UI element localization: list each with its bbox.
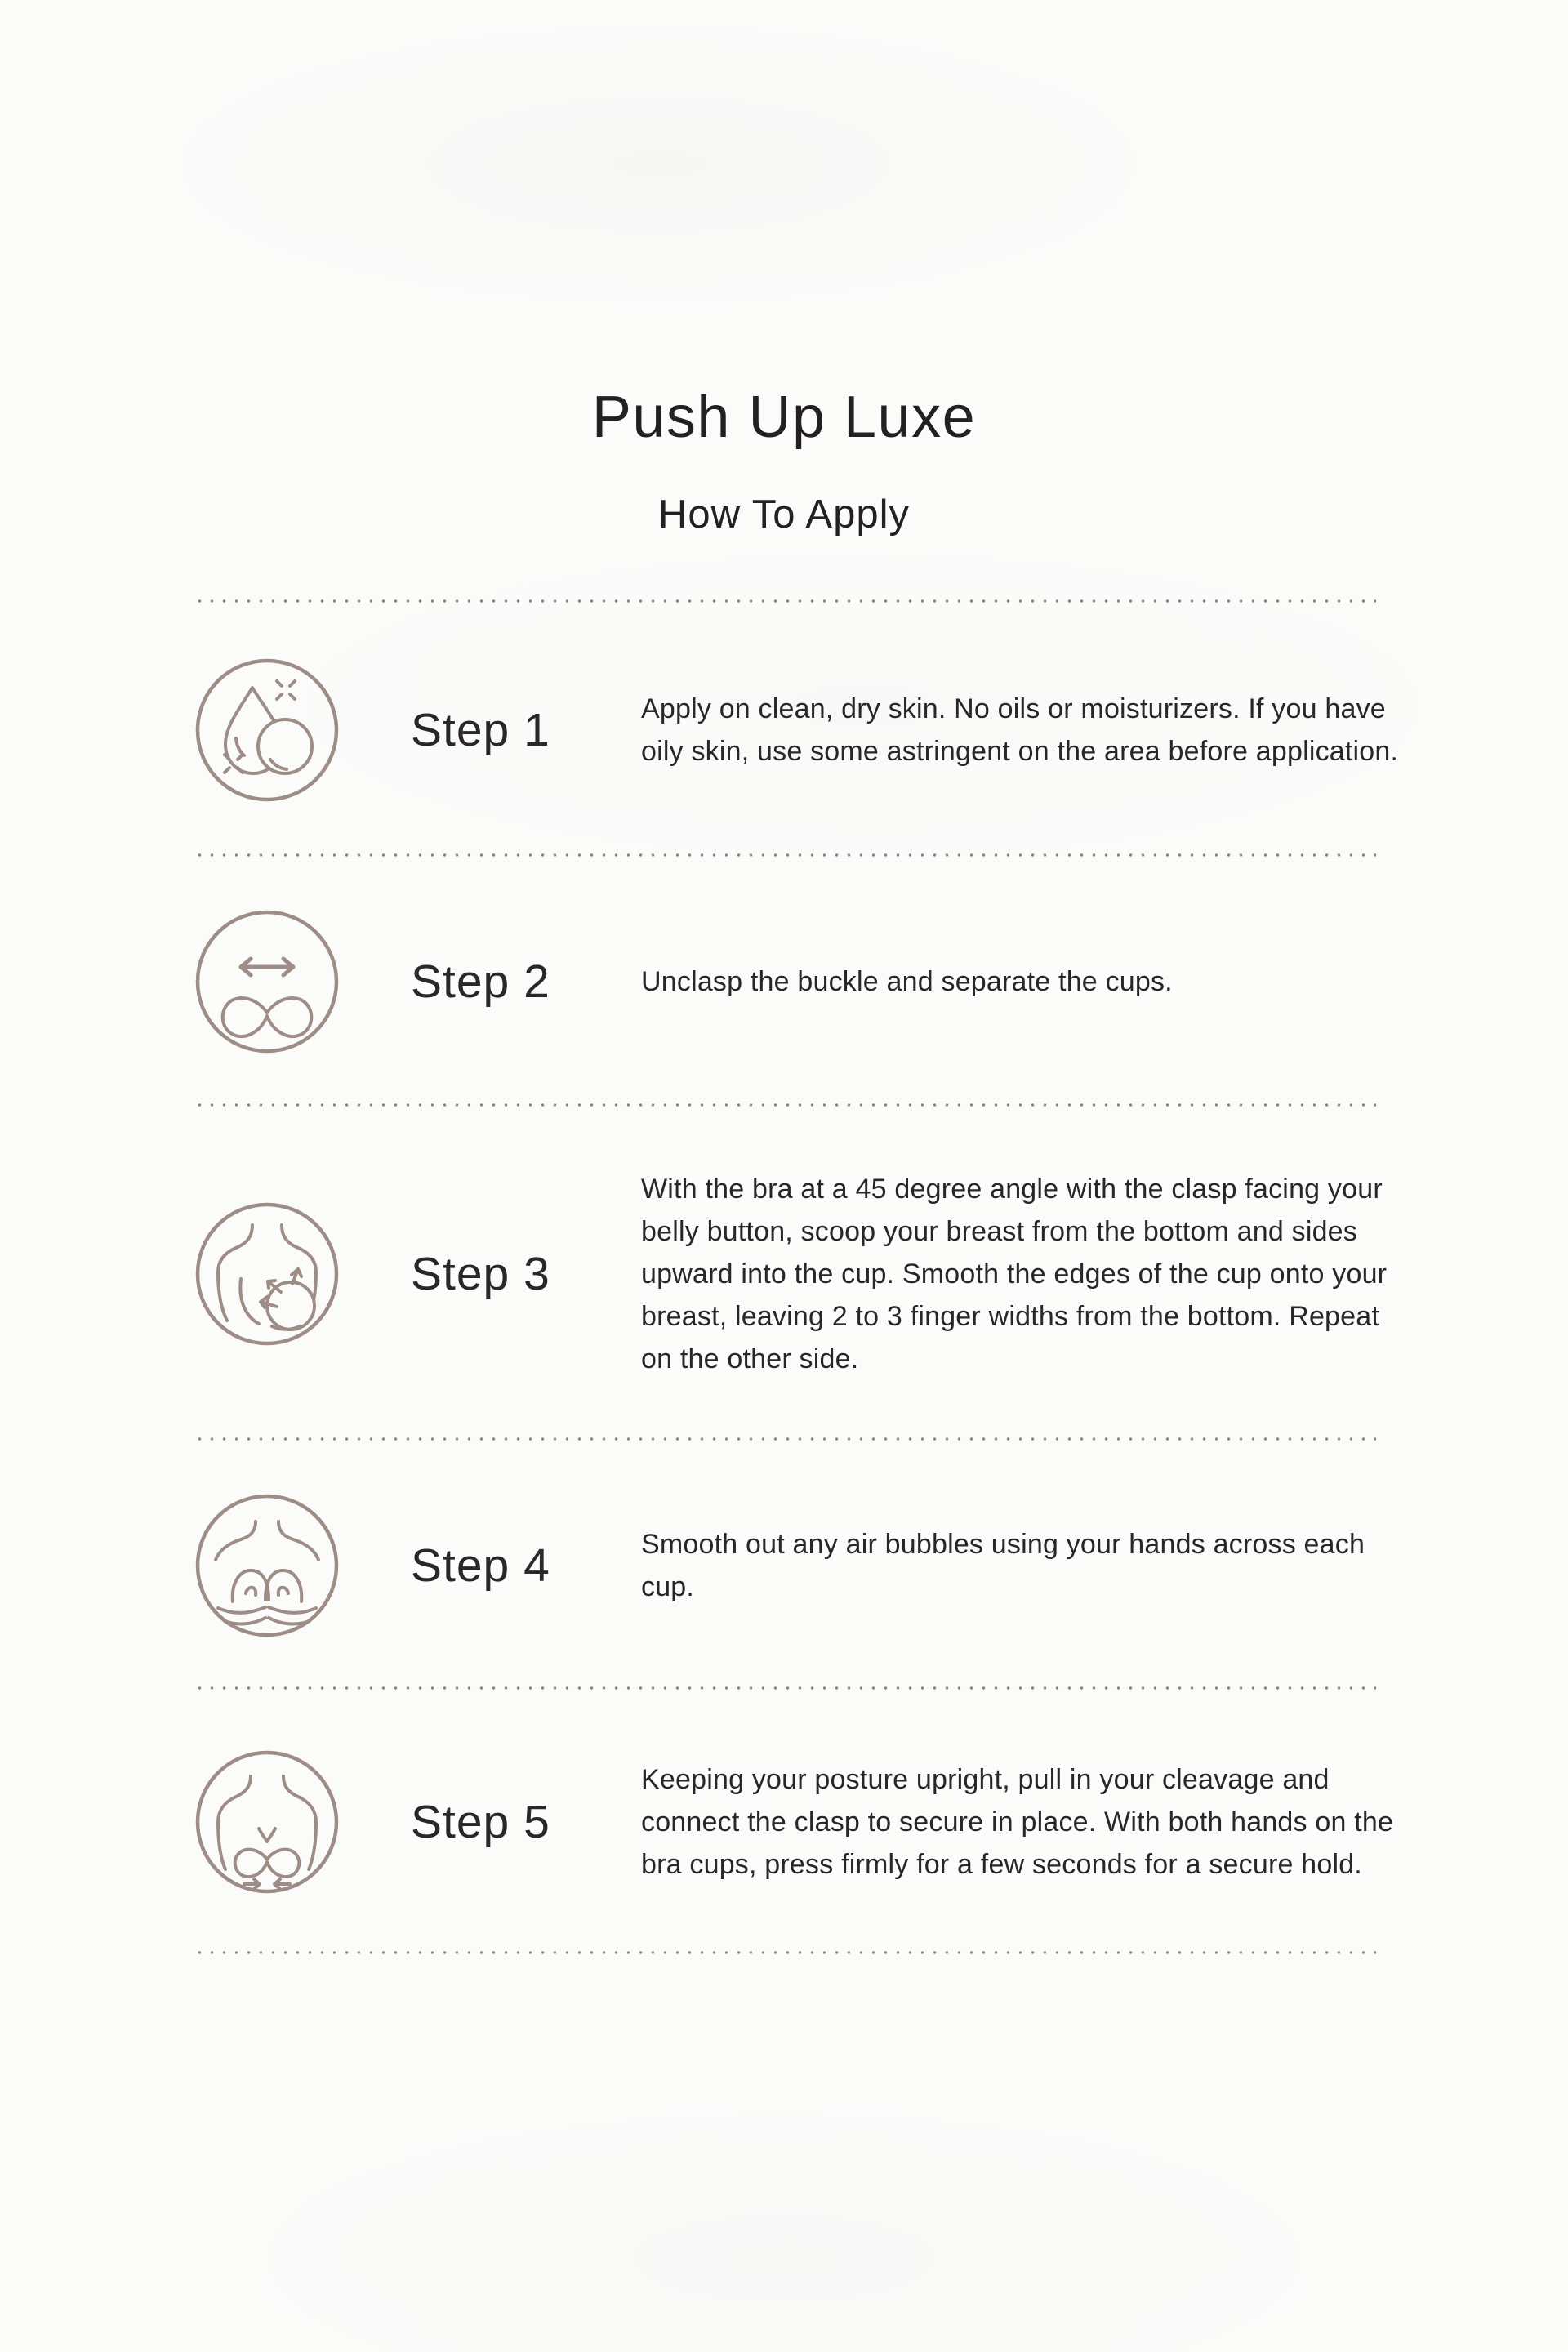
step-row [194, 1691, 1401, 1953]
step-description: Unclasp the buckle and separate the cups. [641, 966, 1173, 997]
bra-separate-icon [194, 908, 341, 1055]
step-row [194, 1443, 1401, 1688]
page-subtitle: How To Apply [658, 492, 910, 537]
droplet-bubble-icon [194, 657, 341, 804]
step-label: Step 5 [411, 1796, 550, 1848]
step-label: Step 2 [411, 956, 550, 1008]
dotted-divider [194, 853, 1376, 857]
step-description: Apply on clean, dry skin. No oils or moisturizers. If you have oily skin, use some astringent on the area before application. [641, 693, 1399, 767]
step-label: Step 4 [411, 1539, 550, 1592]
step-label: Step 3 [411, 1248, 550, 1300]
step-description: Smooth out any air bubbles using your hands across each cup. [641, 1529, 1365, 1602]
smooth-cups-icon [194, 1492, 341, 1639]
step-description: Keeping your posture upright, pull in your cleavage and connect the clasp to secure in place. With both hands on the bra cups, press firmly for a few seconds for a secure hold. [641, 1764, 1394, 1880]
breast-scoop-icon [194, 1200, 341, 1348]
dotted-divider [194, 599, 1376, 603]
clasp-connect-icon [194, 1748, 341, 1895]
page-title: Push Up Luxe [591, 385, 977, 450]
step-row [194, 1109, 1401, 1439]
step-row [194, 859, 1401, 1104]
step-label: Step 1 [411, 704, 550, 756]
step-row [194, 608, 1401, 853]
step-description: With the bra at a 45 degree angle with the clasp facing your belly button, scoop your breast from the bottom and sides upward into the cup. Smooth the edges of the cup onto your breast, leaving 2 to 3 finger widths from the bottom. Repeat on the other side. [641, 1174, 1388, 1374]
